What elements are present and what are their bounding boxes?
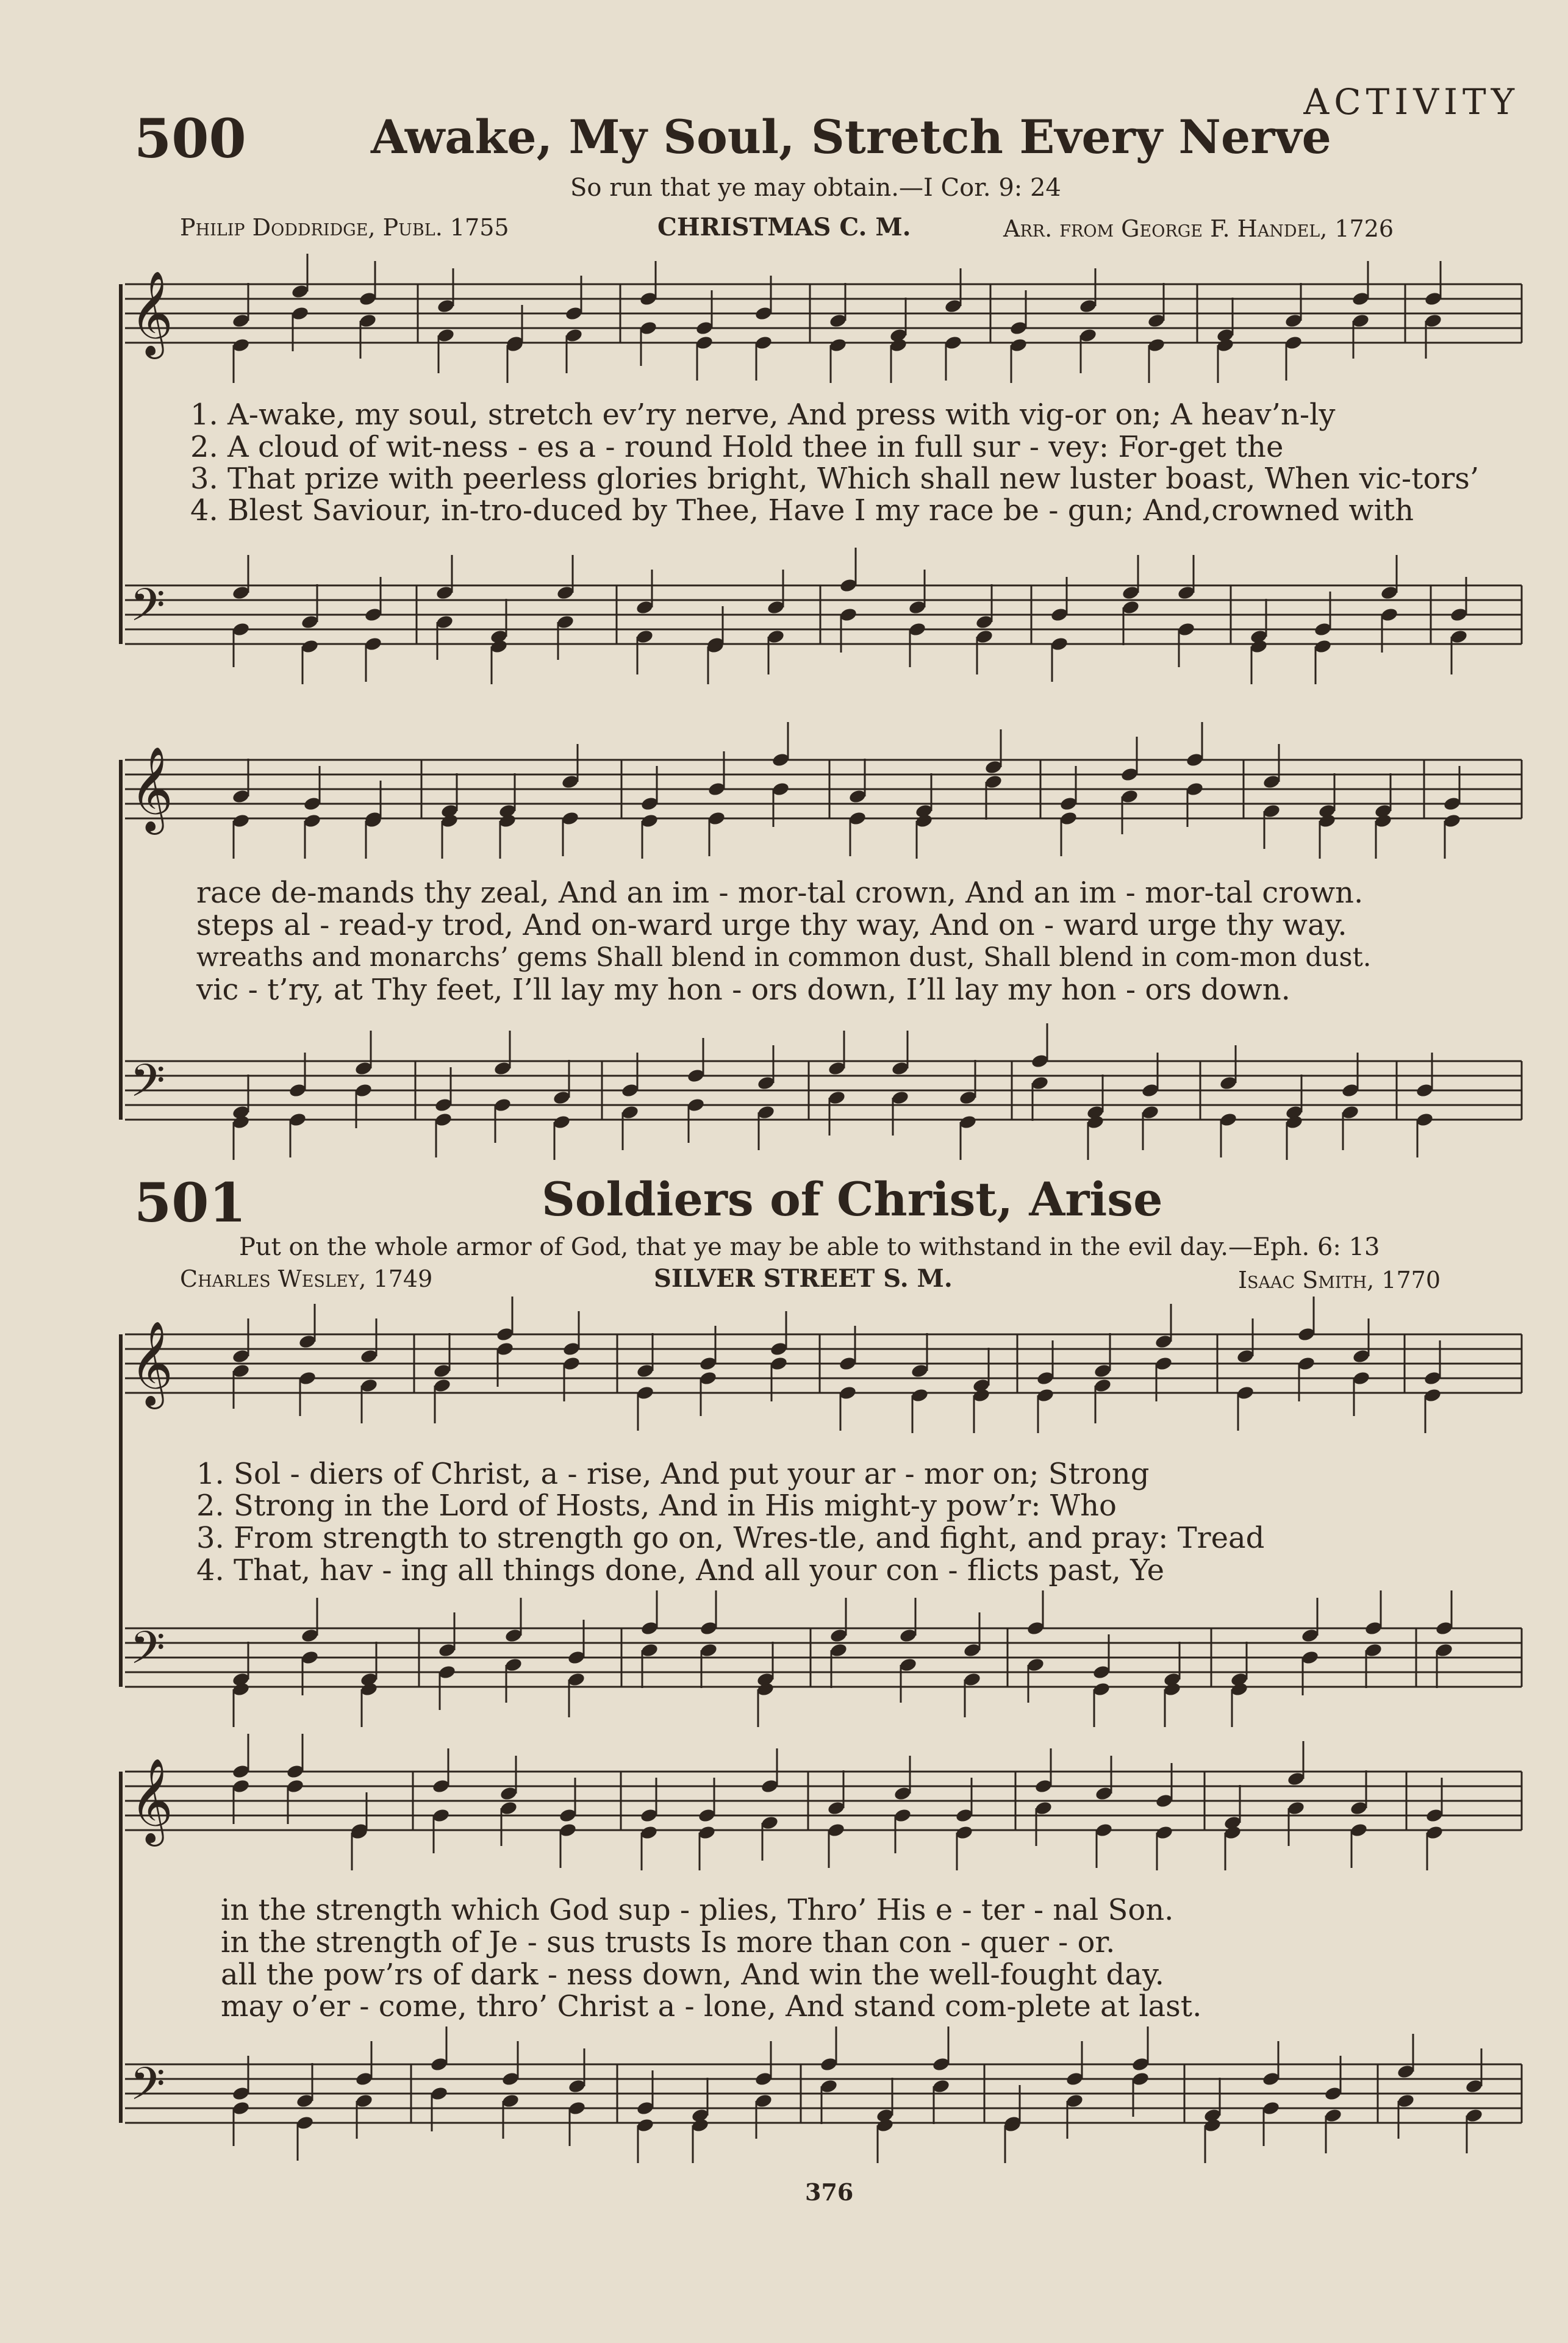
bass-clef-icon: 𝄢 (130, 1622, 165, 1686)
lyric-line: in the strength which God sup - plies, Thro’ His e - ter - nal Son. (221, 1893, 1174, 1927)
treble-clef-icon: 𝄞 (130, 746, 173, 831)
lyric-line: race de-mands thy zeal, And an im - mor-tal crown, And an im - mor-tal crown. (196, 876, 1364, 910)
treble-clef-icon: 𝄞 (130, 1321, 173, 1406)
lyric-line: 2. A cloud of wit-ness - es a - round Hold thee in full sur - vey: For-get the (190, 430, 1284, 464)
lyric-line: all the pow’rs of dark - ness down, And win the well-fought day. (221, 1958, 1164, 1992)
lyric-line: may o’er - come, thro’ Christ a - lone, And stand com-plete at last. (221, 1989, 1202, 2023)
scripture-500: So run that ye may obtain.—I Cor. 9: 24 (570, 174, 1061, 202)
hymn-title-500: Awake, My Soul, Stretch Every Nerve (371, 110, 1331, 164)
tune-500: CHRISTMAS C. M. (657, 213, 911, 241)
lyric-line: wreaths and monarchs’ gems Shall blend in common dust, Shall blend in com-mon dust. (196, 942, 1372, 973)
hymn-number-501: 501 (134, 1171, 246, 1234)
bass-clef-icon: 𝄢 (130, 2058, 165, 2122)
lyric-line: 4. That, hav - ing all things done, And all your con - flicts past, Ye (196, 1553, 1164, 1587)
tune-501: SILVER STREET S. M. (654, 1264, 953, 1293)
lyric-line: 4. Blest Saviour, in-tro-duced by Thee, Have I my race be - gun; And,crowned with (190, 493, 1414, 528)
lyric-line: vic - t’ry, at Thy feet, I’ll lay my hon - ors down, I’ll lay my hon - ors down. (196, 973, 1291, 1007)
lyric-line: 3. That prize with peerless glories bright, Which shall new luster boast, When vic-tors’ (190, 462, 1480, 496)
treble-clef-icon: 𝄞 (130, 1758, 173, 1843)
lyric-line: in the strength of Je - sus trusts Is more than con - quer - or. (221, 1925, 1115, 1959)
scripture-501: Put on the whole armor of God, that ye may be able to withstand in the evil day.—Eph. 6: 13 (239, 1233, 1380, 1261)
lyric-line: 1. Sol - diers of Christ, a - rise, And put your ar - mor on; Strong (196, 1457, 1150, 1491)
author-500: Philip Doddridge, Publ. 1755 (180, 214, 509, 241)
page-number: 376 (805, 2178, 854, 2206)
hymn-title-501: Soldiers of Christ, Arise (542, 1172, 1163, 1226)
hymn-number-500: 500 (134, 107, 246, 170)
category-heading: ACTIVITY (1303, 81, 1519, 123)
treble-clef-icon: 𝄞 (130, 271, 173, 356)
bass-clef-icon: 𝄢 (130, 579, 165, 643)
lyric-line: 3. From strength to strength go on, Wres-tle, and fight, and pray: Tread (196, 1521, 1265, 1555)
lyric-line: 1. A-wake, my soul, stretch ev’ry nerve, And press with vig-or on; A heav’n-ly (190, 398, 1336, 432)
lyric-line: steps al - read-y trod, And on-ward urge thy way, And on - ward urge thy way. (196, 908, 1347, 942)
composer-500: Arr. from George F. Handel, 1726 (1003, 215, 1394, 242)
bass-clef-icon: 𝄢 (130, 1054, 165, 1118)
lyric-line: 2. Strong in the Lord of Hosts, And in His might-y pow’r: Who (196, 1489, 1117, 1523)
composer-501: Isaac Smith, 1770 (1238, 1267, 1441, 1293)
author-501: Charles Wesley, 1749 (180, 1265, 433, 1292)
